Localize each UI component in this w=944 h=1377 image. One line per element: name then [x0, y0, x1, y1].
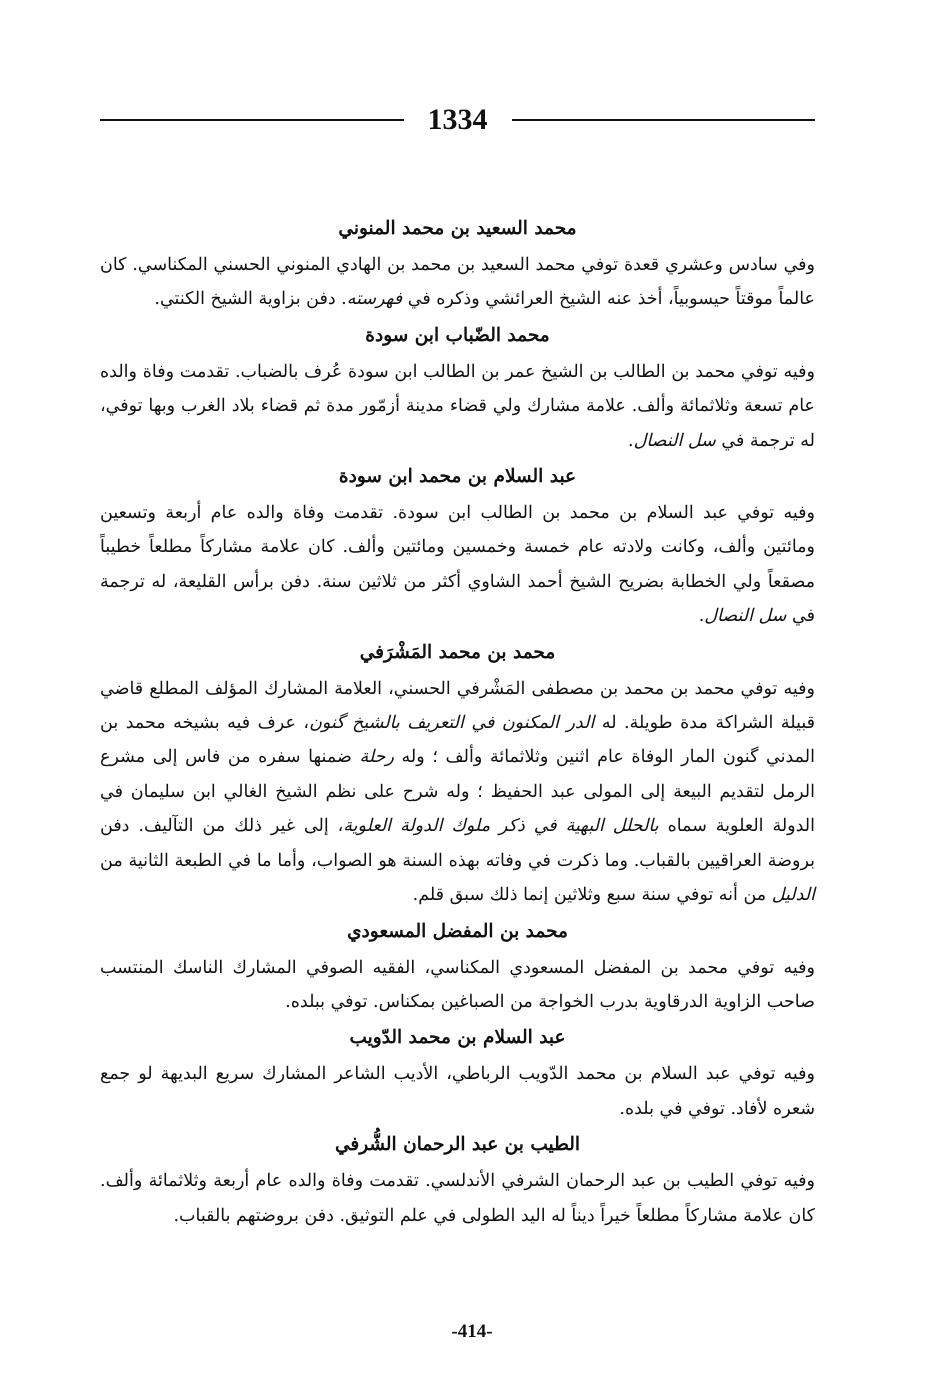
entry-body — [100, 496, 815, 634]
body-text: ، إلى غير ذلك من التآليف. دفن بروضة العراقيين بالقباب. وما ذكرت في وفاته بهذه السنة هو الصواب، وأما ما في الطبعة الثانية من — [100, 816, 815, 871]
obituary-entry — [100, 210, 815, 317]
page-number: -414- — [451, 1321, 493, 1342]
body-text: من أنه توفي سنة سبع وثلاثين إنما ذلك سبق قلم. — [412, 885, 772, 906]
entry-body — [100, 672, 815, 913]
cited-work-title: بالحلل البهية في ذكر ملوك الدولة العلوية — [343, 816, 659, 837]
year-number: 1334 — [427, 103, 488, 136]
body-text: وفيه توفي عبد السلام بن محمد بن الطالب ابن سودة. تقدمت وفاة والده عام أربعة وتسعين ومائتين وألف، وكانت ولادته عام خمسة وخمسين ومائتين وألف. كان علامة مشاركاً مطلعاً خطيباً مصقعاً ولي الخطابة بضريح الشيخ أحمد الشاوي أكثر من ثلاثين سنة. دفن برأس القليعة، له ترجمة في — [100, 503, 815, 627]
cited-work-title: رحلة — [359, 747, 394, 768]
cited-work-title: الدر المكنون في التعريف بالشيخ گنون — [309, 713, 595, 734]
obituary-entry — [100, 634, 815, 913]
cited-work-title: سل النصال — [704, 606, 787, 627]
obituary-entry — [100, 317, 815, 458]
entry-title: محمد الضّباب ابن سودة — [365, 324, 550, 346]
cited-work-title: سل النصال — [633, 430, 716, 451]
entry-title: الطيب بن عبد الرحمان الشُّرفي — [334, 1134, 581, 1156]
header-rule-left — [100, 119, 404, 121]
entry-title: عبد السلام بن محمد ابن سودة — [338, 466, 577, 488]
obituary-entry — [100, 458, 815, 634]
body-text: وفي سادس وعشري قعدة توفي محمد السعيد بن محمد بن الهادي المنوني الحسني المكناسي. كان عالماً موقتاً حيسوبياً، أخذ عنه الشيخ العرائشي وذكره في — [100, 255, 815, 310]
entry-body — [100, 951, 815, 1020]
body-text: . — [628, 430, 634, 451]
body-text: ضمنها سفره من فاس إلى مشرع الرمل لتقديم البيعة إلى المولى عبد الحفيظ ؛ وله شرح على نظم الشيخ الغالي ابن سليمان في الدولة العلوية سماه — [100, 747, 816, 837]
entry-title: عبد السلام بن محمد الدّويب — [349, 1027, 566, 1049]
cited-work-title: الدليل — [771, 885, 815, 906]
entry-title: محمد بن محمد المَشْرَفي — [359, 641, 556, 663]
obituary-entries — [100, 210, 815, 1233]
entry-body — [100, 1057, 815, 1126]
body-text: . دفن بزاوية الشيخ الكنتي. — [154, 289, 347, 310]
entry-body — [100, 248, 815, 317]
entry-title: محمد السعيد بن محمد المنوني — [338, 218, 577, 239]
header-rule-right — [512, 119, 816, 121]
obituary-entry — [100, 913, 815, 1020]
body-text: وفيه توفي محمد بن المفضل المسعودي المكناسي، الفقيه الصوفي المشارك الناسك المنتسب صاحب الزاوية الدرقاوية بدرب الخواجة من الصباغين بمكناس. توفي ببلده. — [100, 957, 815, 1012]
body-text: ، عرف فيه بشيخه محمد بن المدني گنون المار الوفاة عام اثنين وثلاثمائة وألف ؛ وله — [100, 713, 815, 768]
obituary-entry — [100, 1019, 815, 1126]
entry-body — [100, 355, 815, 458]
body-text: . — [698, 606, 705, 627]
year-header — [100, 100, 815, 140]
entry-title: محمد بن المفضل المسعودي — [347, 920, 568, 942]
entry-body — [100, 1164, 815, 1233]
body-text: وفيه توفي محمد بن الطالب بن الشيخ عمر بن الطالب ابن سودة عُرف بالضباب. تقدمت وفاة والده عام تسعة وثلاثمائة وألف. علامة مشارك ولي قضاء مدينة أزمّور مدة ثم قضاء بلاد الغرب وبها توفي، له ترجمة في — [100, 361, 815, 451]
body-text: وفيه توفي عبد السلام بن محمد الدّويب الرباطي، الأديب الشاعر المشارك سريع البديهة لو جمع شعره لأفاد. توفي في بلده. — [100, 1064, 815, 1119]
body-text: وفيه توفي الطيب بن عبد الرحمان الشرفي الأندلسي. تقدمت وفاة والده عام أربعة وثلاثمائة وألف. كان علامة مشاركاً مطلعاً خيراً ديناً له اليد الطولى في علم التوثيق. دفن بروضتهم بالقباب. — [100, 1171, 815, 1226]
body-text: وفيه توفي محمد بن محمد بن مصطفى المَشْرفي الحسني، العلامة المشارك المؤلف المطلع قاضي قبيلة الشراكة مدة طويلة. له — [100, 678, 816, 734]
obituary-entry — [100, 1126, 815, 1233]
cited-work-title: فهرسته — [346, 289, 403, 310]
